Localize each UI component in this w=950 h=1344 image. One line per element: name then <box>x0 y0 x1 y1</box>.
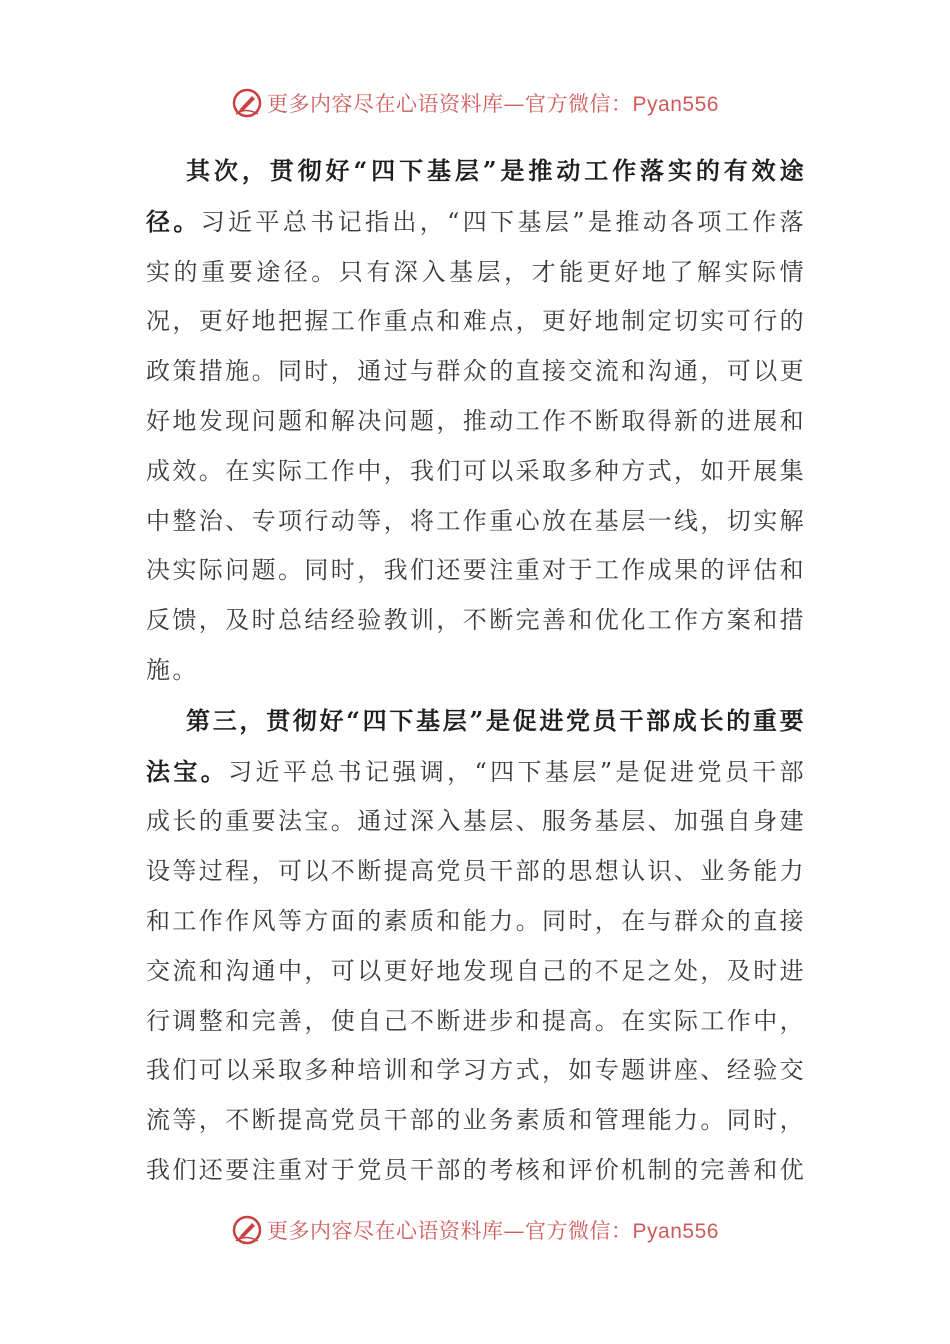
paragraph-3-heading: 第三，贯彻好“四下基层”是促进党员干部成长的重要法宝。 <box>146 705 806 786</box>
footer-banner <box>0 1210 950 1250</box>
pen-circle-logo-icon <box>231 87 263 119</box>
document-body <box>146 146 806 1196</box>
header-banner <box>0 83 950 123</box>
banner-text: 更多内容尽在心语资料库—官方微信：Pyan556 <box>267 92 719 116</box>
pen-circle-logo-icon <box>231 1214 263 1246</box>
paragraph-3-text: 习近平总书记强调，“四下基层”是促进党员干部成长的重要法宝。通过深入基层、服务基层、加强自身建设等过程，可以不断提高党员干部的思想认识、业务能力和工作作风等方面的素质和能力。同时，在与群众的直接交流和沟通中，可以更好地发现自己的不足之处，及时进行调整和完善，使自己不断进步和提高。在实际工作中，我们可以采取多种培训和学习方式，如专题讲座、经验交流等，不断提高党员干部的业务素质和管理能力。同时，我们还要注重对于党员干部的考核和评价机制的完善和优 <box>146 757 806 1184</box>
paragraph-2 <box>146 146 806 696</box>
paragraph-3 <box>146 696 806 1196</box>
paragraph-2-text: 习近平总书记指出，“四下基层”是推动各项工作落实的重要途径。只有深入基层，才能更好地了解实际情况，更好地把握工作重点和难点，更好地制定切实可行的政策措施。同时，通过与群众的直接交流和沟通，可以更好地发现问题和解决问题，推动工作不断取得新的进展和成效。在实际工作中，我们可以采取多种方式，如开展集中整治、专项行动等，将工作重心放在基层一线，切实解决实际问题。同时，我们还要注重对于工作成果的评估和反馈，及时总结经验教训，不断完善和优化工作方案和措施。 <box>146 207 806 684</box>
paragraph-2-heading: 其次，贯彻好“四下基层”是推动工作落实的有效途径。 <box>146 156 806 236</box>
banner-text: 更多内容尽在心语资料库—官方微信：Pyan556 <box>267 1219 719 1243</box>
